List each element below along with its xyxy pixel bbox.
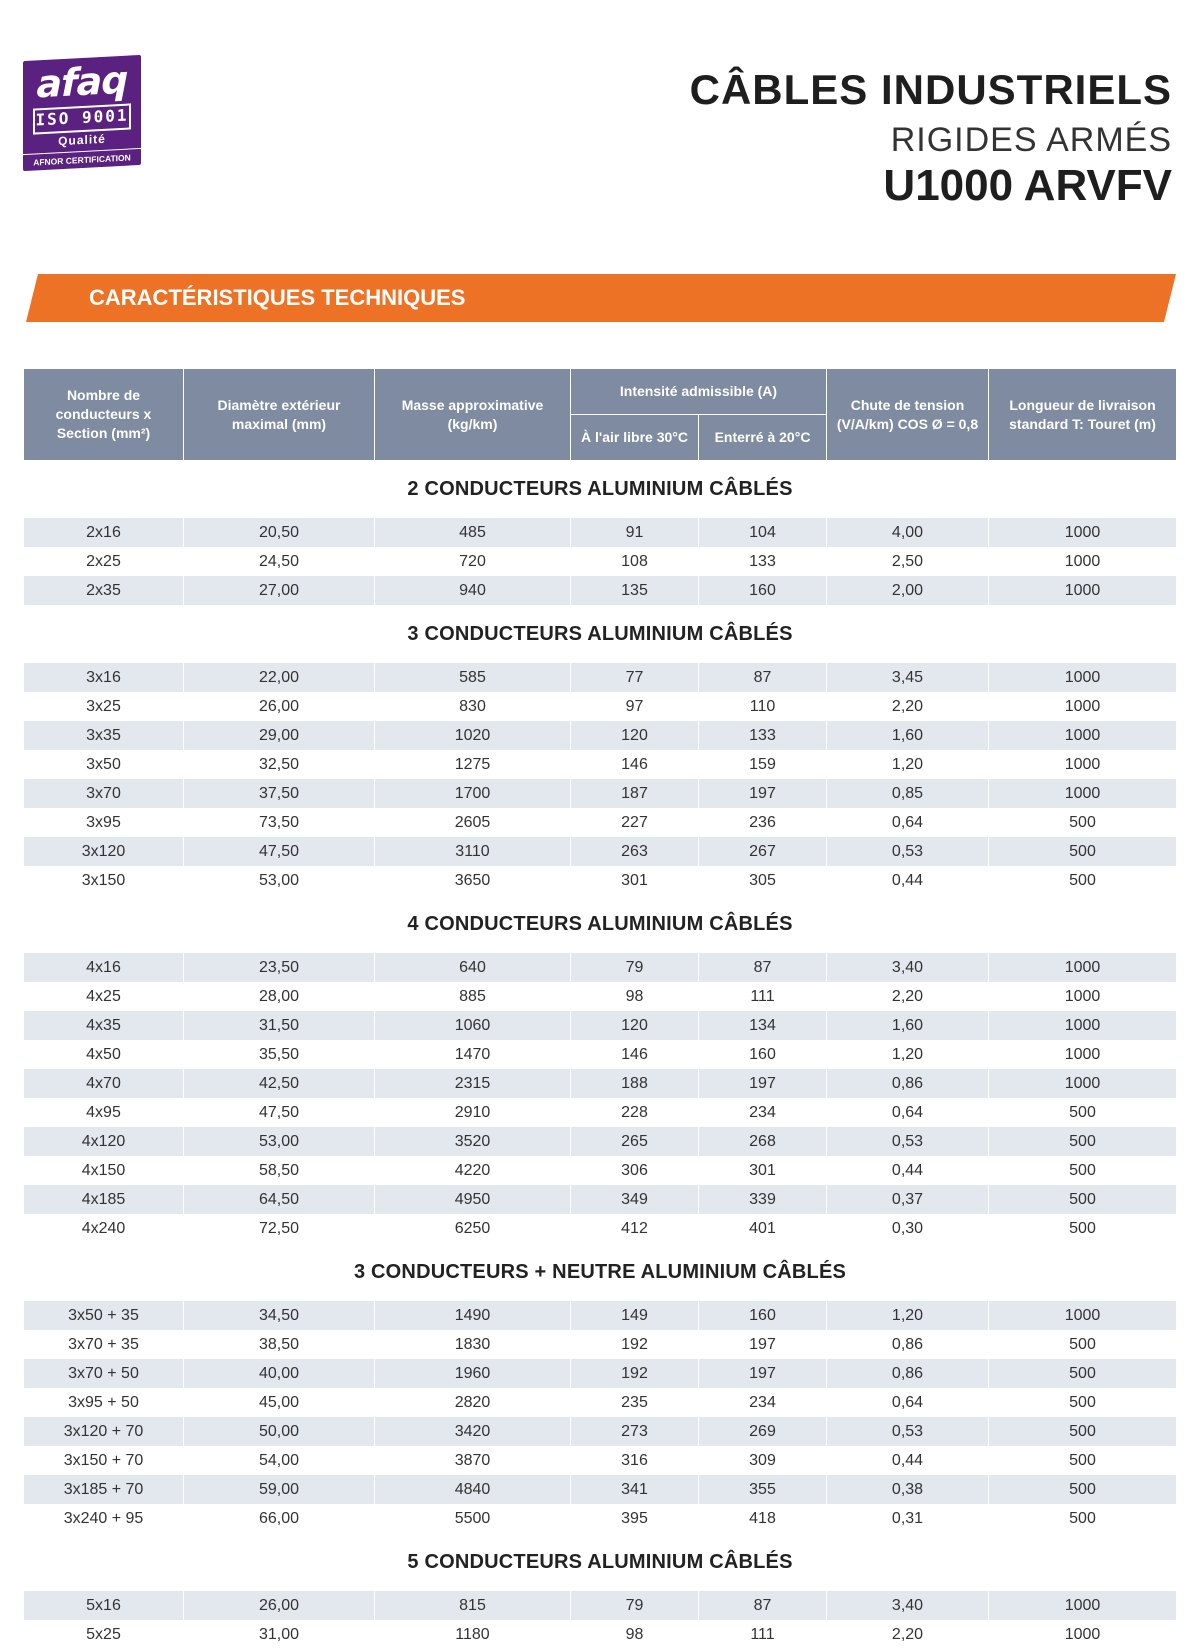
cell-length: 500 <box>989 1417 1177 1446</box>
cell-voltage-drop: 0,86 <box>827 1330 989 1359</box>
cell-free-air: 135 <box>571 576 699 605</box>
table-row <box>24 982 1177 1011</box>
cell-voltage-drop: 3,45 <box>827 663 989 692</box>
logo-certification: AFNOR CERTIFICATION <box>23 148 141 171</box>
table-row <box>24 1185 1177 1214</box>
cell-free-air: 192 <box>571 1359 699 1388</box>
cell-buried: 309 <box>699 1446 827 1475</box>
cell-free-air: 306 <box>571 1156 699 1185</box>
cell-mass: 1275 <box>375 750 571 779</box>
cell-diameter: 53,00 <box>184 866 375 895</box>
specifications-table <box>23 369 1177 1649</box>
cell-buried: 418 <box>699 1504 827 1533</box>
cell-mass: 1060 <box>375 1011 571 1040</box>
cell-mass: 485 <box>375 518 571 547</box>
cell-diameter: 38,50 <box>184 1330 375 1359</box>
cell-length: 500 <box>989 1156 1177 1185</box>
cell-voltage-drop: 1,60 <box>827 721 989 750</box>
table-row <box>24 750 1177 779</box>
cell-conductors: 3x70 <box>24 779 184 808</box>
cell-buried: 87 <box>699 1591 827 1620</box>
cell-buried: 110 <box>699 692 827 721</box>
cell-conductors: 4x150 <box>24 1156 184 1185</box>
cell-voltage-drop: 1,60 <box>827 1011 989 1040</box>
section-heading-row <box>24 1243 1177 1301</box>
cell-conductors: 2x25 <box>24 547 184 576</box>
cell-diameter: 20,50 <box>184 518 375 547</box>
cell-diameter: 53,00 <box>184 1127 375 1156</box>
cell-buried: 339 <box>699 1185 827 1214</box>
cell-diameter: 40,00 <box>184 1359 375 1388</box>
section-heading-row <box>24 1533 1177 1591</box>
table-row <box>24 808 1177 837</box>
table-row <box>24 576 1177 605</box>
cell-mass: 720 <box>375 547 571 576</box>
cell-conductors: 3x70 + 50 <box>24 1359 184 1388</box>
cell-length: 1000 <box>989 663 1177 692</box>
cell-voltage-drop: 0,37 <box>827 1185 989 1214</box>
cell-diameter: 72,50 <box>184 1214 375 1243</box>
table-row <box>24 1127 1177 1156</box>
cell-buried: 269 <box>699 1417 827 1446</box>
cell-free-air: 192 <box>571 1330 699 1359</box>
cell-conductors: 5x16 <box>24 1591 184 1620</box>
section-heading-row <box>24 460 1177 518</box>
cell-voltage-drop: 0,64 <box>827 1388 989 1417</box>
cell-free-air: 263 <box>571 837 699 866</box>
cell-voltage-drop: 2,00 <box>827 576 989 605</box>
cell-buried: 234 <box>699 1388 827 1417</box>
cell-free-air: 187 <box>571 779 699 808</box>
table-row <box>24 1417 1177 1446</box>
cell-buried: 87 <box>699 663 827 692</box>
cell-length: 500 <box>989 1185 1177 1214</box>
title-line-2: RIGIDES ARMÉS <box>890 121 1172 159</box>
cell-mass: 1960 <box>375 1359 571 1388</box>
cell-buried: 234 <box>699 1098 827 1127</box>
table-row <box>24 1359 1177 1388</box>
cell-mass: 640 <box>375 953 571 982</box>
cell-free-air: 273 <box>571 1417 699 1446</box>
cell-conductors: 3x70 + 35 <box>24 1330 184 1359</box>
cell-conductors: 4x25 <box>24 982 184 1011</box>
cell-diameter: 73,50 <box>184 808 375 837</box>
cell-length: 1000 <box>989 721 1177 750</box>
cell-conductors: 3x25 <box>24 692 184 721</box>
cell-buried: 111 <box>699 1620 827 1649</box>
cell-buried: 236 <box>699 808 827 837</box>
cell-free-air: 149 <box>571 1301 699 1330</box>
document-title <box>690 66 1172 210</box>
cell-conductors: 4x120 <box>24 1127 184 1156</box>
table-row <box>24 1214 1177 1243</box>
cell-voltage-drop: 2,20 <box>827 982 989 1011</box>
cell-buried: 159 <box>699 750 827 779</box>
cell-mass: 2315 <box>375 1069 571 1098</box>
cell-free-air: 412 <box>571 1214 699 1243</box>
cell-length: 500 <box>989 837 1177 866</box>
cell-conductors: 3x185 + 70 <box>24 1475 184 1504</box>
cell-voltage-drop: 0,44 <box>827 866 989 895</box>
cell-diameter: 31,00 <box>184 1620 375 1649</box>
cell-free-air: 120 <box>571 1011 699 1040</box>
table-row <box>24 1591 1177 1620</box>
header-buried: Enterré à 20°C <box>699 415 827 461</box>
cell-conductors: 4x95 <box>24 1098 184 1127</box>
header-voltage-drop: Chute de tension (V/A/km) COS Ø = 0,8 <box>827 369 989 460</box>
cell-voltage-drop: 0,53 <box>827 837 989 866</box>
table-row <box>24 779 1177 808</box>
cell-length: 500 <box>989 866 1177 895</box>
table-row <box>24 1504 1177 1533</box>
cell-buried: 160 <box>699 1301 827 1330</box>
logo-qualite: Qualité <box>58 131 106 149</box>
cell-buried: 160 <box>699 576 827 605</box>
cell-buried: 197 <box>699 779 827 808</box>
cell-voltage-drop: 0,44 <box>827 1156 989 1185</box>
cell-voltage-drop: 0,44 <box>827 1446 989 1475</box>
cell-diameter: 59,00 <box>184 1475 375 1504</box>
cell-voltage-drop: 0,30 <box>827 1214 989 1243</box>
cell-free-air: 146 <box>571 750 699 779</box>
header-mass: Masse approximative (kg/km) <box>375 369 571 460</box>
cell-mass: 830 <box>375 692 571 721</box>
cell-diameter: 34,50 <box>184 1301 375 1330</box>
cell-buried: 133 <box>699 547 827 576</box>
cell-conductors: 3x150 + 70 <box>24 1446 184 1475</box>
table-row <box>24 692 1177 721</box>
section-heading: 3 CONDUCTEURS ALUMINIUM CÂBLÉS <box>24 605 1177 663</box>
cell-conductors: 3x16 <box>24 663 184 692</box>
cell-voltage-drop: 4,00 <box>827 518 989 547</box>
section-heading: 5 CONDUCTEURS ALUMINIUM CÂBLÉS <box>24 1533 1177 1591</box>
cell-length: 500 <box>989 1446 1177 1475</box>
cell-mass: 5500 <box>375 1504 571 1533</box>
cell-conductors: 4x185 <box>24 1185 184 1214</box>
cell-mass: 1700 <box>375 779 571 808</box>
cell-diameter: 35,50 <box>184 1040 375 1069</box>
cell-diameter: 47,50 <box>184 1098 375 1127</box>
cell-diameter: 42,50 <box>184 1069 375 1098</box>
logo-iso: ISO 9001 <box>33 103 131 134</box>
title-line-3: U1000 ARVFV <box>883 161 1172 210</box>
header-free-air: À l'air libre 30°C <box>571 415 699 461</box>
table-row <box>24 518 1177 547</box>
cell-mass: 1470 <box>375 1040 571 1069</box>
cell-conductors: 3x240 + 95 <box>24 1504 184 1533</box>
cell-mass: 2605 <box>375 808 571 837</box>
cell-length: 1000 <box>989 1620 1177 1649</box>
cell-mass: 3520 <box>375 1127 571 1156</box>
table-body <box>24 460 1177 1649</box>
cell-buried: 133 <box>699 721 827 750</box>
cell-voltage-drop: 1,20 <box>827 1301 989 1330</box>
cell-diameter: 26,00 <box>184 1591 375 1620</box>
cell-conductors: 3x50 + 35 <box>24 1301 184 1330</box>
cell-length: 500 <box>989 1504 1177 1533</box>
cell-length: 1000 <box>989 953 1177 982</box>
cell-length: 1000 <box>989 518 1177 547</box>
table-row <box>24 953 1177 982</box>
table-row <box>24 866 1177 895</box>
cell-voltage-drop: 0,38 <box>827 1475 989 1504</box>
cell-voltage-drop: 2,50 <box>827 547 989 576</box>
cell-length: 500 <box>989 1475 1177 1504</box>
cell-mass: 1830 <box>375 1330 571 1359</box>
cell-diameter: 47,50 <box>184 837 375 866</box>
cell-mass: 3870 <box>375 1446 571 1475</box>
cell-free-air: 188 <box>571 1069 699 1098</box>
cell-length: 1000 <box>989 1011 1177 1040</box>
cell-mass: 4220 <box>375 1156 571 1185</box>
cell-voltage-drop: 2,20 <box>827 1620 989 1649</box>
cell-conductors: 3x120 <box>24 837 184 866</box>
cell-length: 500 <box>989 808 1177 837</box>
cell-free-air: 316 <box>571 1446 699 1475</box>
cell-conductors: 3x35 <box>24 721 184 750</box>
cell-voltage-drop: 0,85 <box>827 779 989 808</box>
cell-length: 500 <box>989 1127 1177 1156</box>
cell-voltage-drop: 0,86 <box>827 1069 989 1098</box>
table-row <box>24 1388 1177 1417</box>
header-conductors: Nombre de conducteurs x Section (mm²) <box>24 369 184 460</box>
cell-free-air: 108 <box>571 547 699 576</box>
cell-conductors: 4x240 <box>24 1214 184 1243</box>
afaq-iso-9001-logo <box>23 55 141 171</box>
cell-free-air: 120 <box>571 721 699 750</box>
cell-free-air: 265 <box>571 1127 699 1156</box>
cell-mass: 2820 <box>375 1388 571 1417</box>
cell-voltage-drop: 0,31 <box>827 1504 989 1533</box>
cell-diameter: 27,00 <box>184 576 375 605</box>
cell-voltage-drop: 2,20 <box>827 692 989 721</box>
cell-length: 500 <box>989 1359 1177 1388</box>
cell-conductors: 3x150 <box>24 866 184 895</box>
cell-free-air: 79 <box>571 953 699 982</box>
table-row <box>24 1475 1177 1504</box>
cell-mass: 4950 <box>375 1185 571 1214</box>
cell-length: 1000 <box>989 1040 1177 1069</box>
cell-buried: 268 <box>699 1127 827 1156</box>
cell-mass: 3650 <box>375 866 571 895</box>
cell-buried: 104 <box>699 518 827 547</box>
table-row <box>24 1301 1177 1330</box>
cell-conductors: 3x50 <box>24 750 184 779</box>
table-row <box>24 1446 1177 1475</box>
cell-mass: 4840 <box>375 1475 571 1504</box>
table-row <box>24 1011 1177 1040</box>
cell-buried: 267 <box>699 837 827 866</box>
table-row <box>24 663 1177 692</box>
cell-mass: 3110 <box>375 837 571 866</box>
cell-voltage-drop: 0,53 <box>827 1417 989 1446</box>
cell-buried: 355 <box>699 1475 827 1504</box>
cell-voltage-drop: 3,40 <box>827 953 989 982</box>
cell-voltage-drop: 3,40 <box>827 1591 989 1620</box>
cell-free-air: 349 <box>571 1185 699 1214</box>
cell-buried: 305 <box>699 866 827 895</box>
cell-diameter: 23,50 <box>184 953 375 982</box>
cell-mass: 1180 <box>375 1620 571 1649</box>
cell-mass: 940 <box>375 576 571 605</box>
cell-diameter: 24,50 <box>184 547 375 576</box>
table-row <box>24 1098 1177 1127</box>
cell-diameter: 26,00 <box>184 692 375 721</box>
cell-free-air: 235 <box>571 1388 699 1417</box>
cell-mass: 585 <box>375 663 571 692</box>
table-row <box>24 1040 1177 1069</box>
cell-length: 1000 <box>989 1069 1177 1098</box>
cell-length: 1000 <box>989 982 1177 1011</box>
cell-buried: 401 <box>699 1214 827 1243</box>
cell-buried: 87 <box>699 953 827 982</box>
cell-free-air: 98 <box>571 982 699 1011</box>
cell-buried: 301 <box>699 1156 827 1185</box>
cell-free-air: 227 <box>571 808 699 837</box>
cell-mass: 3420 <box>375 1417 571 1446</box>
cell-mass: 885 <box>375 982 571 1011</box>
section-heading: 4 CONDUCTEURS ALUMINIUM CÂBLÉS <box>24 895 1177 953</box>
cell-buried: 197 <box>699 1359 827 1388</box>
cell-diameter: 58,50 <box>184 1156 375 1185</box>
cell-buried: 111 <box>699 982 827 1011</box>
cell-conductors: 5x25 <box>24 1620 184 1649</box>
cell-conductors: 3x95 <box>24 808 184 837</box>
cell-diameter: 64,50 <box>184 1185 375 1214</box>
table-header <box>24 369 1177 460</box>
section-banner-title: CARACTÉRISTIQUES TECHNIQUES <box>89 285 466 310</box>
cell-length: 500 <box>989 1388 1177 1417</box>
cell-length: 1000 <box>989 1591 1177 1620</box>
section-heading-row <box>24 605 1177 663</box>
cell-buried: 160 <box>699 1040 827 1069</box>
cell-free-air: 79 <box>571 1591 699 1620</box>
table-row <box>24 547 1177 576</box>
logo-brand: afaq <box>36 57 128 107</box>
table-row <box>24 721 1177 750</box>
title-line-1: CÂBLES INDUSTRIELS <box>689 66 1172 113</box>
cell-buried: 197 <box>699 1330 827 1359</box>
cell-mass: 6250 <box>375 1214 571 1243</box>
cell-diameter: 45,00 <box>184 1388 375 1417</box>
cell-free-air: 146 <box>571 1040 699 1069</box>
cell-mass: 2910 <box>375 1098 571 1127</box>
cell-free-air: 228 <box>571 1098 699 1127</box>
cell-length: 1000 <box>989 692 1177 721</box>
cell-conductors: 4x70 <box>24 1069 184 1098</box>
cell-mass: 815 <box>375 1591 571 1620</box>
cell-free-air: 341 <box>571 1475 699 1504</box>
cell-free-air: 301 <box>571 866 699 895</box>
cell-buried: 197 <box>699 1069 827 1098</box>
cell-diameter: 37,50 <box>184 779 375 808</box>
cell-length: 500 <box>989 1330 1177 1359</box>
table-row <box>24 837 1177 866</box>
section-heading-row <box>24 895 1177 953</box>
cell-mass: 1020 <box>375 721 571 750</box>
cell-length: 1000 <box>989 547 1177 576</box>
cell-diameter: 22,00 <box>184 663 375 692</box>
cell-buried: 134 <box>699 1011 827 1040</box>
header-current: Intensité admissible (A) <box>571 369 827 415</box>
table-row <box>24 1620 1177 1649</box>
cell-free-air: 97 <box>571 692 699 721</box>
cell-length: 1000 <box>989 750 1177 779</box>
cell-free-air: 98 <box>571 1620 699 1649</box>
section-heading: 2 CONDUCTEURS ALUMINIUM CÂBLÉS <box>24 460 1177 518</box>
cell-diameter: 29,00 <box>184 721 375 750</box>
cell-voltage-drop: 0,86 <box>827 1359 989 1388</box>
cell-length: 1000 <box>989 779 1177 808</box>
table-row <box>24 1156 1177 1185</box>
header-length: Longueur de livraison standard T: Touret (m) <box>989 369 1177 460</box>
cell-free-air: 77 <box>571 663 699 692</box>
cell-voltage-drop: 0,64 <box>827 808 989 837</box>
cell-voltage-drop: 0,53 <box>827 1127 989 1156</box>
cell-length: 1000 <box>989 576 1177 605</box>
cell-conductors: 2x16 <box>24 518 184 547</box>
cell-conductors: 4x16 <box>24 953 184 982</box>
cell-diameter: 32,50 <box>184 750 375 779</box>
cell-diameter: 54,00 <box>184 1446 375 1475</box>
cell-voltage-drop: 0,64 <box>827 1098 989 1127</box>
cell-voltage-drop: 1,20 <box>827 1040 989 1069</box>
table-row <box>24 1330 1177 1359</box>
cell-conductors: 3x95 + 50 <box>24 1388 184 1417</box>
table-row <box>24 1069 1177 1098</box>
cell-length: 500 <box>989 1098 1177 1127</box>
cell-diameter: 28,00 <box>184 982 375 1011</box>
cell-voltage-drop: 1,20 <box>827 750 989 779</box>
section-heading: 3 CONDUCTEURS + NEUTRE ALUMINIUM CÂBLÉS <box>24 1243 1177 1301</box>
cell-length: 1000 <box>989 1301 1177 1330</box>
cell-conductors: 4x35 <box>24 1011 184 1040</box>
cell-conductors: 4x50 <box>24 1040 184 1069</box>
cell-mass: 1490 <box>375 1301 571 1330</box>
cell-diameter: 50,00 <box>184 1417 375 1446</box>
header-diameter: Diamètre extérieur maximal (mm) <box>184 369 375 460</box>
cell-length: 500 <box>989 1214 1177 1243</box>
cell-conductors: 2x35 <box>24 576 184 605</box>
cell-conductors: 3x120 + 70 <box>24 1417 184 1446</box>
cell-free-air: 91 <box>571 518 699 547</box>
cell-diameter: 66,00 <box>184 1504 375 1533</box>
cell-diameter: 31,50 <box>184 1011 375 1040</box>
cell-free-air: 395 <box>571 1504 699 1533</box>
